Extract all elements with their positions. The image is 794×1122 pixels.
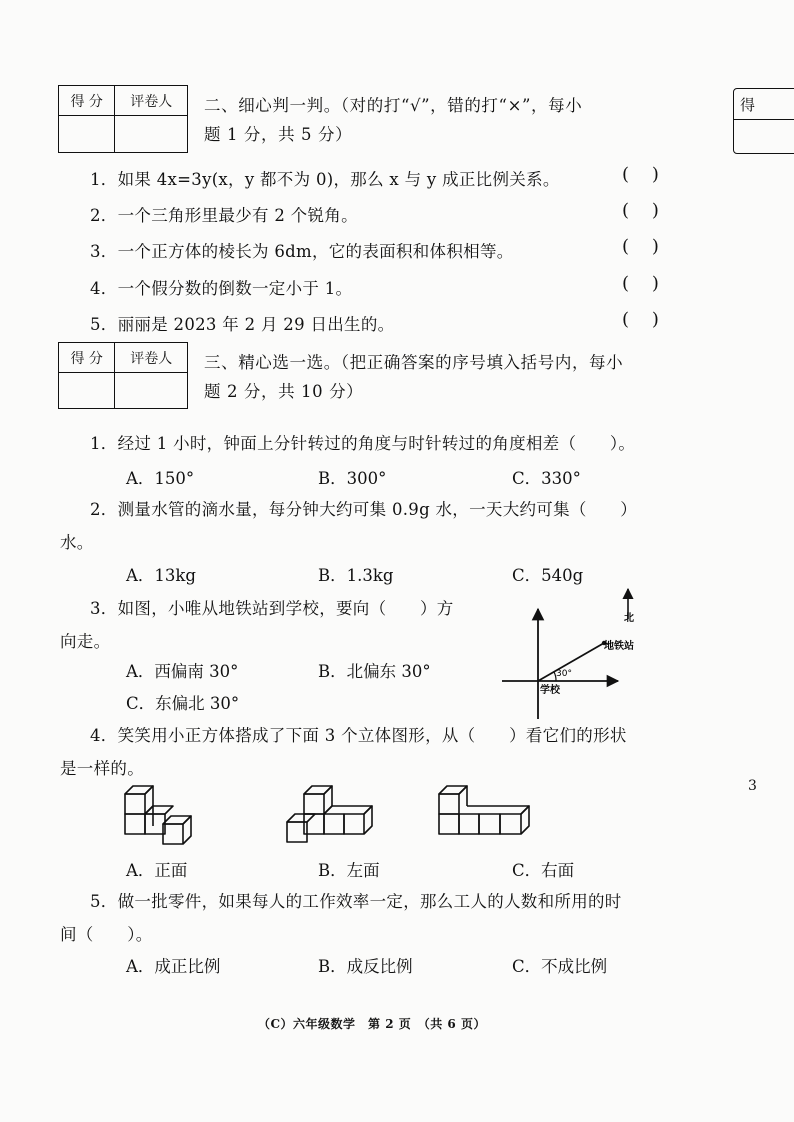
judge-item-4: 4．一个假分数的倒数一定小于 1。	[90, 279, 353, 298]
choice-q4-option-a[interactable]: A．正面	[126, 861, 188, 880]
grader-label: 评卷人	[115, 86, 188, 116]
judge-item-2: 2．一个三角形里最少有 2 个锐角。	[90, 206, 358, 225]
judge-answer-3[interactable]: ( )	[622, 236, 659, 257]
section3-title-cont: 题 2 分，共 10 分）	[204, 382, 364, 401]
choice-q5-option-a[interactable]: A．成正比例	[126, 957, 221, 976]
judge-answer-5[interactable]: ( )	[622, 309, 659, 330]
choice-q4-stem: 4．笑笑用小正方体搭成了下面 3 个立体图形，从（ ）看它们的形状	[90, 726, 627, 745]
grader-cell[interactable]	[115, 373, 188, 409]
choice-q1-option-c[interactable]: C．330°	[512, 469, 581, 488]
choice-q3-stem-cont: 向走。	[60, 632, 111, 651]
page-footer: （C）六年级数学 第 2 页 （共 6 页）	[258, 1017, 486, 1031]
score-cell[interactable]	[59, 116, 115, 153]
choice-q2-option-a[interactable]: A．13kg	[126, 566, 196, 585]
section3-title: 三、精心选一选。（把正确答案的序号填入括号内，每小	[204, 353, 624, 372]
cube-figure-a	[122, 780, 202, 850]
choice-q4-option-c[interactable]: C．右面	[512, 861, 575, 880]
judge-answer-2[interactable]: ( )	[622, 200, 659, 221]
judge-item-5: 5．丽丽是 2023 年 2 月 29 日出生的。	[90, 315, 395, 334]
score-label: 得 分	[59, 343, 115, 373]
section2-title: 二、细心判一判。（对的打“√”，错的打“×”，每小	[204, 96, 583, 115]
choice-q2-stem: 2．测量水管的滴水量，每分钟大约可集 0.9g 水，一天大约可集（ ）	[90, 500, 638, 519]
choice-q5-stem: 5．做一批零件，如果每人的工作效率一定，那么工人的人数和所用的时	[90, 892, 622, 911]
angle-label: 30°	[556, 669, 572, 679]
choice-q1-stem: 1．经过 1 小时，钟面上分针转过的角度与时针转过的角度相差（ ）。	[90, 434, 636, 453]
section2-title-cont: 题 1 分，共 5 分）	[204, 125, 353, 144]
score-box-section3	[58, 342, 188, 409]
margin-mark: 3	[748, 778, 757, 794]
margin-char: 得	[740, 96, 756, 114]
station-label: 地铁站	[604, 641, 634, 652]
grader-label: 评卷人	[115, 343, 188, 373]
choice-q4-stem-cont: 是一样的。	[60, 759, 144, 778]
judge-answer-4[interactable]: ( )	[622, 273, 659, 294]
choice-q5-stem-cont: 间（ ）。	[60, 925, 153, 944]
choice-q3-stem: 3．如图，小唯从地铁站到学校，要向（ ）方	[90, 599, 454, 618]
choice-q4-option-b[interactable]: B．左面	[318, 861, 380, 880]
direction-diagram	[500, 585, 650, 725]
score-label: 得 分	[59, 86, 115, 116]
choice-q3-option-a[interactable]: A．西偏南 30°	[126, 662, 239, 681]
choice-q2-option-c[interactable]: C．540g	[512, 566, 584, 585]
judge-item-3: 3．一个正方体的棱长为 6dm，它的表面积和体积相等。	[90, 242, 514, 261]
choice-q5-option-b[interactable]: B．成反比例	[318, 957, 413, 976]
north-label: 北	[624, 613, 634, 624]
score-box-section2	[58, 85, 188, 153]
choice-q3-option-c[interactable]: C．东偏北 30°	[126, 694, 240, 713]
choice-q2-stem-cont: 水。	[60, 533, 94, 552]
cube-figure-b	[284, 780, 374, 846]
choice-q2-option-b[interactable]: B．1.3kg	[318, 566, 394, 585]
score-cell[interactable]	[59, 373, 115, 409]
judge-answer-1[interactable]: ( )	[622, 164, 659, 185]
choice-q1-option-b[interactable]: B．300°	[318, 469, 387, 488]
cube-figure-c	[436, 782, 532, 848]
choice-q3-option-b[interactable]: B．北偏东 30°	[318, 662, 431, 681]
choice-q1-option-a[interactable]: A．150°	[126, 469, 195, 488]
grader-cell[interactable]	[115, 116, 188, 153]
school-label: 学校	[540, 685, 560, 696]
margin-partial-box	[733, 88, 794, 154]
choice-q5-option-c[interactable]: C．不成比例	[512, 957, 608, 976]
judge-item-1: 1．如果 4x=3y(x，y 都不为 0)，那么 x 与 y 成正比例关系。	[90, 170, 560, 189]
